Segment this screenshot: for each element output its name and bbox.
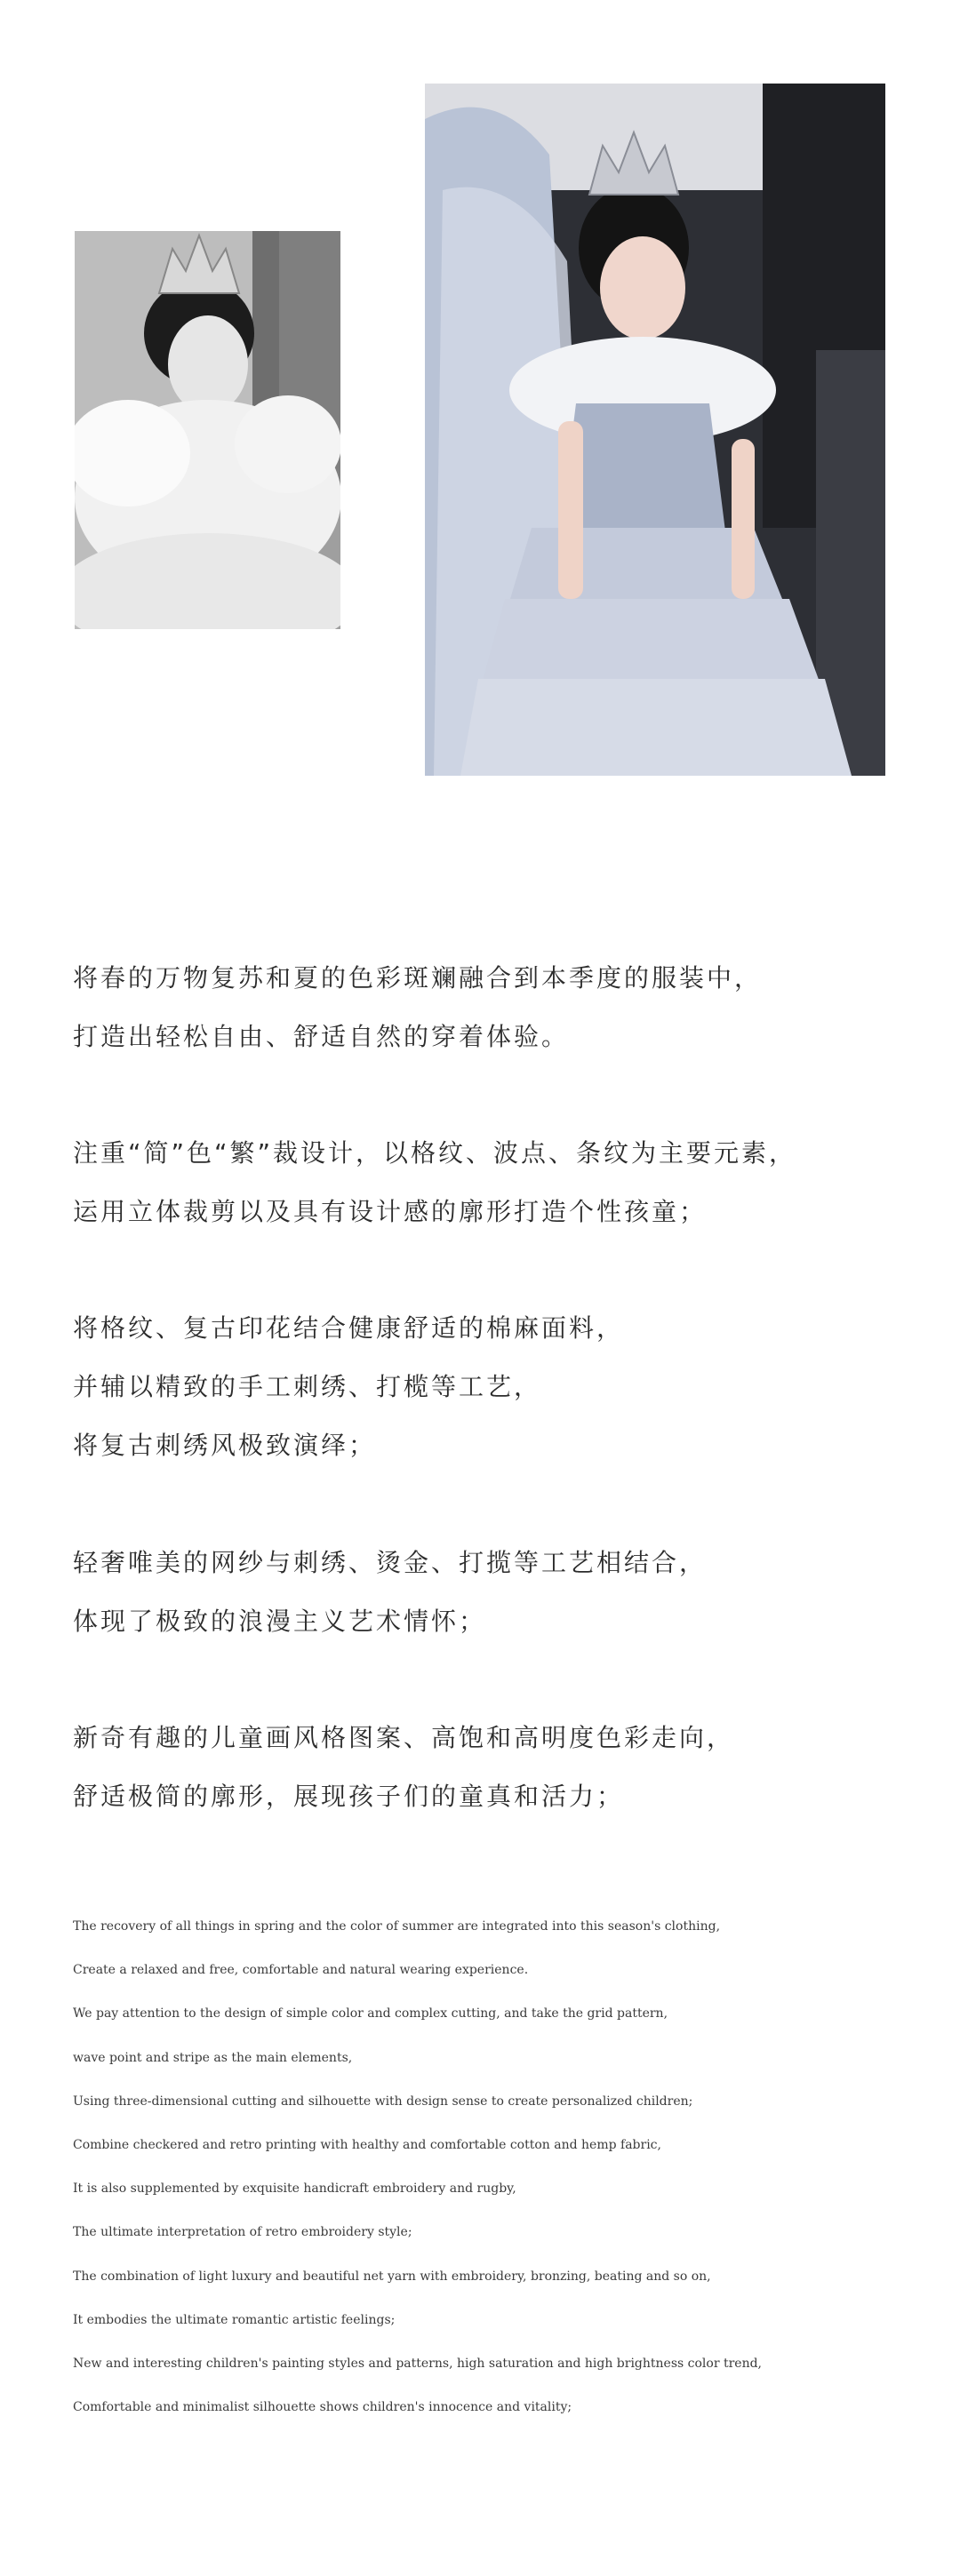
en-line: Create a relaxed and free, comfortable and natural wearing experience. — [73, 1963, 529, 1978]
en-line: The combination of light luxury and beautiful net yarn with embroidery, bronzing, beating and so on, — [73, 2269, 711, 2284]
zh-line: 将春的万物复苏和夏的色彩斑斓融合到本季度的服装中， — [73, 963, 763, 993]
zh-line: 打造出轻松自由、舒适自然的穿着体验。 — [73, 1022, 570, 1051]
en-line: It embodies the ultimate romantic artistic feelings; — [73, 2312, 396, 2327]
zh-line: 将复古刺绣风极致演绎； — [73, 1431, 377, 1460]
en-line: Combine checkered and retro printing with healthy and comfortable cotton and hemp fabric, — [73, 2138, 661, 2153]
zh-line: 将格纹、复古印花结合健康舒适的棉麻面料， — [73, 1313, 625, 1343]
zh-paragraph-4 — [73, 1534, 707, 1651]
en-line: New and interesting children's painting styles and patterns, high saturation and high brightness color trend, — [73, 2357, 763, 2372]
girl-tiara-blue-tulle-dress-photo-icon — [425, 84, 885, 776]
en-line: Using three-dimensional cutting and silhouette with design sense to create personalized children; — [73, 2093, 693, 2109]
en-line: wave point and stripe as the main elements, — [73, 2050, 353, 2065]
en-line: It is also supplemented by exquisite handicraft embroidery and rugby, — [73, 2181, 516, 2197]
en-line: We pay attention to the design of simple color and complex cutting, and take the grid pattern, — [73, 2006, 668, 2022]
en-line: The recovery of all things in spring and the color of summer are integrated into this season's clothing, — [73, 1919, 721, 1934]
zh-line: 体现了极致的浪漫主义艺术情怀； — [73, 1607, 487, 1636]
zh-paragraph-5 — [73, 1709, 734, 1826]
zh-line: 注重“简”色“繁”裁设计，以格纹、波点、条纹为主要元素， — [73, 1138, 797, 1168]
en-line: The ultimate interpretation of retro embroidery style; — [73, 2225, 412, 2240]
zh-line: 运用立体裁剪以及具有设计感的廓形打造个性孩童； — [73, 1197, 708, 1226]
color-photo — [425, 84, 885, 776]
zh-paragraph-2 — [73, 1124, 796, 1241]
zh-paragraph-1 — [73, 949, 762, 1066]
zh-line: 轻奢唯美的网纱与刺绣、烫金、打揽等工艺相结合， — [73, 1548, 708, 1577]
en-paragraph — [73, 1905, 762, 2429]
en-line: Comfortable and minimalist silhouette shows children's innocence and vitality; — [73, 2400, 572, 2415]
zh-paragraph-3 — [73, 1299, 624, 1475]
zh-line: 新奇有趣的儿童画风格图案、高饱和高明度色彩走向， — [73, 1723, 735, 1752]
zh-line: 并辅以精致的手工刺绣、打榄等工艺， — [73, 1372, 542, 1401]
girl-tiara-feather-dress-bw-photo-icon — [75, 231, 340, 629]
zh-line: 舒适极简的廓形，展现孩子们的童真和活力； — [73, 1782, 625, 1811]
bw-photo — [75, 231, 340, 629]
